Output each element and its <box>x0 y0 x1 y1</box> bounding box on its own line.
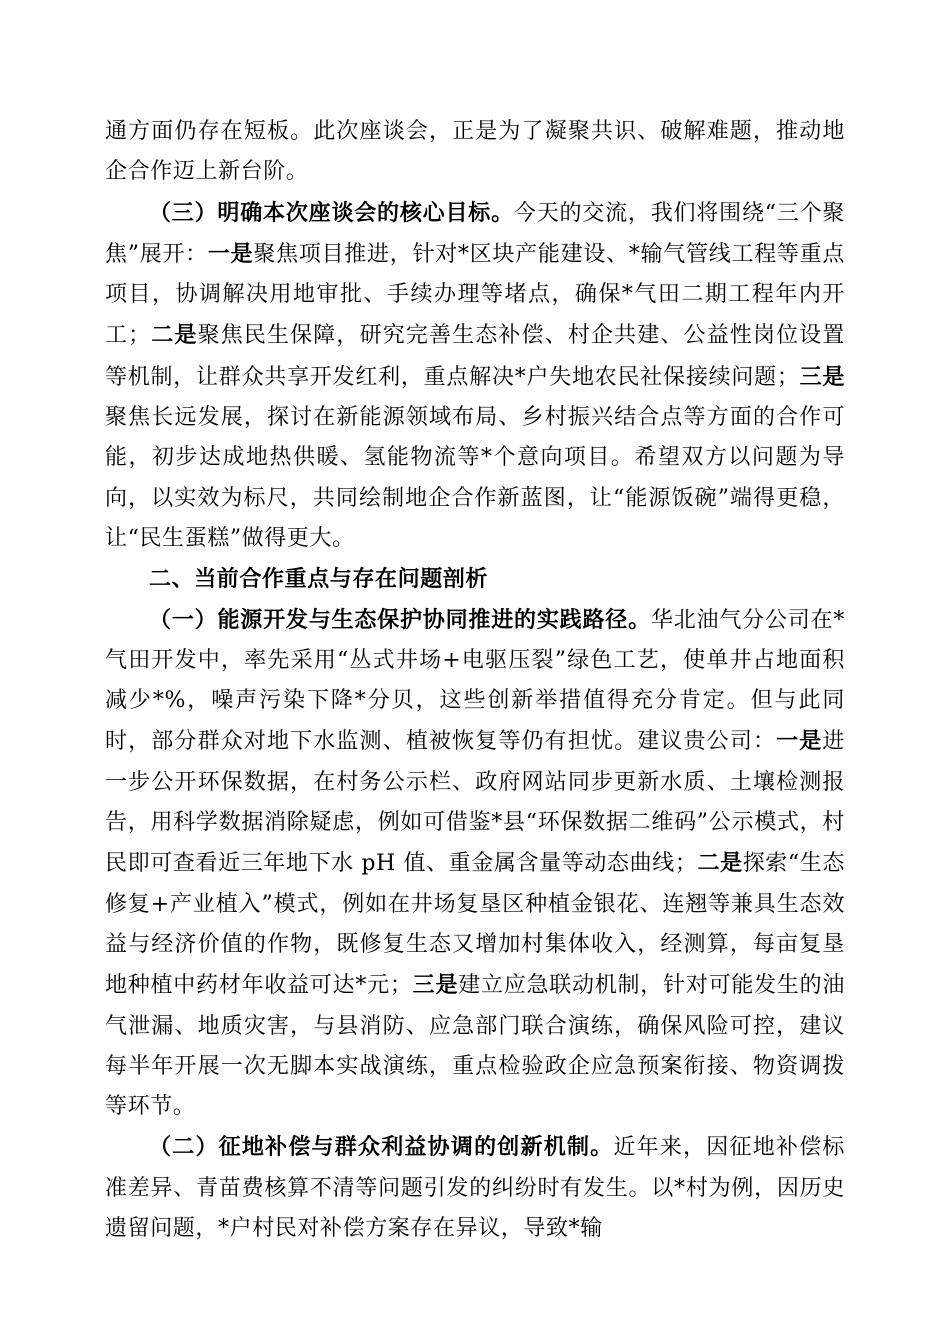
subheading-core-goals: （三）明确本次座谈会的核心目标。 <box>149 199 514 226</box>
paragraph-text: 华北油气分公司在*气田开发中，率先采用“丛式井场+电驱压裂”绿色工艺，使单井占地面积减少*%，噪声污染下降*分贝，这些创新举措值得充分肯定。但与此同时，部分群众对地下水监测、植被恢复等仍有担忧。建议贵公司： <box>105 607 845 755</box>
paragraph-land-compensation <box>105 1127 845 1249</box>
document-page <box>105 112 845 1249</box>
paragraph-text: 聚焦项目推进，针对*区块产能建设、*输气管线工程等重点项目，协调解决用地审批、手续办理等堵点，确保*气田二期工程年内开工； <box>105 241 845 349</box>
point-label-one: 一是 <box>207 240 254 267</box>
paragraph-text: 建立应急联动机制，针对可能发生的油气泄漏、地质灾害，与县消防、应急部门联合演练，确保风险可控，建议每半年开展一次无脚本实战演练，重点检验政企应急预案衔接、物资调拨等环节。 <box>105 973 845 1120</box>
paragraph-text: 近年来，因征地补偿标准差异、青苗费核算不清等问题引发的纠纷时有发生。以*村为例，因历史遗留问题，*户村民对补偿方案存在异议，导致*输 <box>105 1135 845 1242</box>
point-label-three: 三是 <box>799 363 845 390</box>
point-label-three: 三是 <box>412 972 459 999</box>
subheading-land-compensation: （二）征地补偿与群众利益协调的创新机制。 <box>149 1134 614 1161</box>
paragraph-text: 聚焦民生保障，研究完善生态补偿、村企共建、公益性岗位设置等机制，让群众共享开发红利，重点解决*户失地农民社保接续问题； <box>105 323 845 390</box>
paragraph-text: 聚焦长远发展，探讨在新能源领域布局、乡村振兴结合点等方面的合作可能，初步达成地热供暖、氢能物流等*个意向项目。希望双方以问题为导向，以实效为标尺，共同绘制地企合作新蓝图，让“能源饭碗”端得更稳，让“民生蛋糕”做得更大。 <box>105 405 845 551</box>
paragraph-text: 今天的交流，我们将围绕“三个聚焦”展开： <box>105 200 846 267</box>
subheading-energy-ecology: （一）能源开发与生态保护协同推进的实践路径。 <box>149 606 651 633</box>
section-heading: 二、当前合作重点与存在问题剖析 <box>149 566 489 593</box>
paragraph-core-goals <box>105 193 845 560</box>
point-label-one: 一是 <box>776 728 823 755</box>
paragraph-text: 探索“生态修复+产业植入”模式，例如在井场复垦区种植金银花、连翘等兼具生态效益与经济价值的作物，既修复生态又增加村集体收入，经测算，每亩复垦地种植中药材年收益可达*元； <box>105 851 845 999</box>
paragraph-text: 通方面仍存在短板。此次座谈会，正是为了凝聚共识、破解难题，推动地企合作迈上新台阶。 <box>105 119 845 185</box>
point-label-two: 二是 <box>697 850 743 877</box>
paragraph-energy-ecology <box>105 600 845 1128</box>
point-label-two: 二是 <box>150 322 198 349</box>
paragraph-continuation <box>105 112 845 193</box>
paragraph-text: 进一步公开环保数据，在村务公示栏、政府网站同步更新水质、土壤检测报告，用科学数据消除疑虑，例如可借鉴*县“环保数据二维码”公示模式，村民即可查看近三年地下水 pH 值、重金属含量等动态曲线； <box>105 729 846 877</box>
